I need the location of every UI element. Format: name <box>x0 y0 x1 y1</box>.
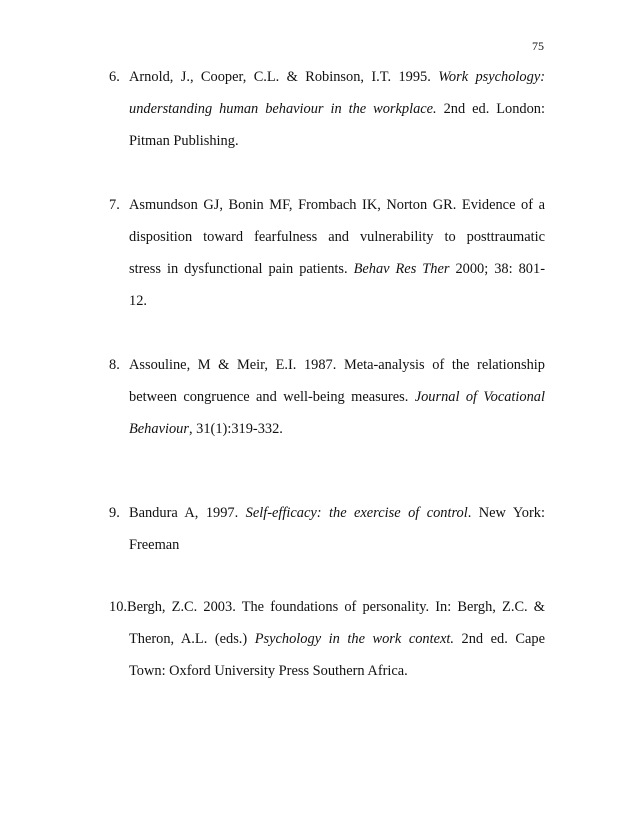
reference-item <box>109 599 545 695</box>
italic-title: Work psychology: <box>438 69 545 85</box>
italic-title: Psychology in the work context. <box>254 631 454 647</box>
reference-line <box>109 261 545 293</box>
reference-text: Freeman <box>129 537 180 553</box>
reference-line <box>109 537 545 569</box>
reference-text: disposition toward fearfulness and vulnerability to posttraumatic <box>129 229 545 245</box>
reference-line <box>109 505 545 537</box>
reference-item <box>109 357 545 453</box>
reference-line <box>109 69 545 101</box>
reference-line <box>109 197 545 229</box>
reference-text: Pitman Publishing. <box>129 133 239 149</box>
reference-text: Theron, A.L. (eds.) Psychology in the work context. 2nd ed. Cape <box>129 631 545 647</box>
reference-line <box>109 421 545 453</box>
reference-line <box>109 389 545 421</box>
reference-number: 8. <box>109 357 120 373</box>
reference-line <box>109 357 545 389</box>
italic-title: understanding human behaviour in the workplace. <box>129 101 437 117</box>
reference-text: Assouline, M & Meir, E.I. 1987. Meta-analysis of the relationship <box>129 357 545 373</box>
reference-item <box>109 69 545 165</box>
reference-text: Behaviour, 31(1):319-332. <box>129 421 283 437</box>
reference-text: stress in dysfunctional pain patients. Behav Res Ther 2000; 38: 801- <box>129 261 545 277</box>
reference-line <box>109 133 545 165</box>
reference-line <box>109 229 545 261</box>
reference-text: understanding human behaviour in the workplace. 2nd ed. London: <box>129 101 545 117</box>
reference-text: Bandura A, 1997. Self-efficacy: the exercise of control. New York: <box>129 505 545 521</box>
reference-line <box>109 663 545 695</box>
reference-text: 12. <box>129 293 147 309</box>
italic-title: Behaviour <box>129 421 189 437</box>
page-number: 75 <box>532 39 544 53</box>
reference-text: Bergh, Z.C. 2003. The foundations of personality. In: Bergh, Z.C. & <box>127 599 545 615</box>
reference-number: 6. <box>109 69 120 85</box>
italic-title: Behav Res Ther <box>353 261 450 277</box>
reference-text: Arnold, J., Cooper, C.L. & Robinson, I.T. 1995. Work psychology: <box>129 69 545 85</box>
reference-text: Town: Oxford University Press Southern Africa. <box>129 663 408 679</box>
reference-line <box>109 293 545 325</box>
reference-text: Asmundson GJ, Bonin MF, Frombach IK, Norton GR. Evidence of a <box>129 197 545 213</box>
reference-item <box>109 197 545 325</box>
reference-line <box>109 599 545 631</box>
reference-number: 10. <box>109 599 127 615</box>
reference-line <box>109 631 545 663</box>
italic-title: Self-efficacy: the exercise of control <box>245 505 468 521</box>
reference-line <box>109 101 545 133</box>
reference-text: between congruence and well-being measures. Journal of Vocational <box>129 389 545 405</box>
reference-number: 9. <box>109 505 120 521</box>
reference-item <box>109 505 545 569</box>
italic-title: Journal of Vocational <box>414 389 545 405</box>
reference-number: 7. <box>109 197 120 213</box>
